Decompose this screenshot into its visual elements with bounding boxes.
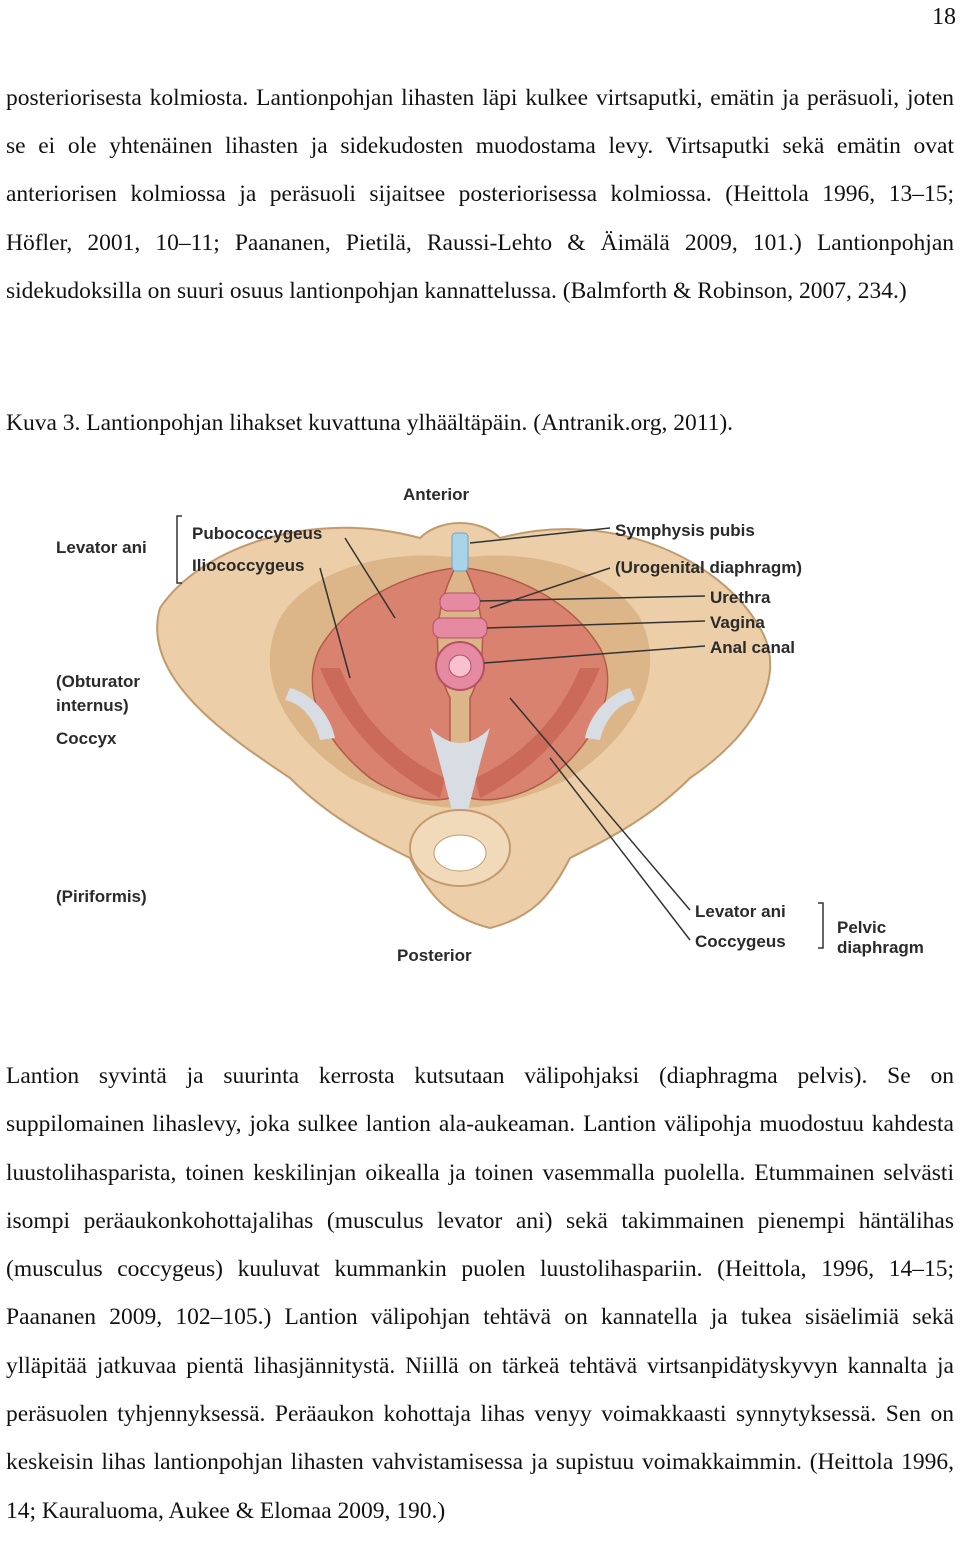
label-piriformis: (Piriformis): [56, 887, 147, 906]
label-pelvic-2: diaphragm: [837, 938, 924, 957]
label-pelvic-1: Pelvic: [837, 918, 887, 937]
figure-caption: Kuva 3. Lantionpohjan lihakset kuvattuna ylhäältäpäin. (Antranik.org, 2011).: [6, 410, 734, 436]
label-urethra: Urethra: [710, 588, 771, 607]
label-pubococcygeus: Pubococcygeus: [192, 524, 323, 543]
sacral-canal: [434, 835, 486, 871]
vagina-orifice: [433, 618, 487, 638]
levator-ani-bracket-left: [177, 516, 182, 583]
label-iliococcygeus: Iliococcygeus: [192, 556, 305, 575]
paragraph-1: posteriorisesta kolmiosta. Lantionpohjan lihasten läpi kulkee virtsaputki, emätin ja peräsuoli, joten se ei ole yhtenäinen lihasten ja sidekudosten muodostama levy. Virtsaputki sekä emätin ovat anteriorisen kolmiossa ja peräsuoli sijaitsee posteriorisessa kolmiossa. (Heittola 1996, 13–15; Höfler, 2001, 10–11; Paananen, Pietilä, Raussi-Lehto & Äimälä 2009, 101.) Lantionpohjan sidekudoksilla on suuri osuus lantionpohjan kannattelussa. (Balmforth & Robinson, 2007, 234.): [6, 85, 954, 304]
label-obturator-2: internus): [56, 696, 129, 715]
pelvic-diaphragm-bracket: [818, 903, 823, 948]
anal-canal-lumen: [449, 655, 471, 677]
symphysis-pubis: [452, 533, 468, 571]
page-number: 18: [932, 4, 956, 30]
urethra-orifice: [440, 593, 480, 611]
label-anal-canal: Anal canal: [710, 638, 796, 657]
label-coccyx: Coccyx: [56, 729, 117, 748]
label-posterior: Posterior: [397, 946, 472, 965]
pelvic-floor-illustration: [50, 478, 960, 978]
label-urogenital-diaphragm: (Urogenital diaphragm): [615, 558, 803, 577]
label-vagina: Vagina: [710, 613, 765, 632]
paragraph-2: Lantion syvintä ja suurinta kerrosta kutsutaan välipohjaksi (diaphragma pelvis). Se on suppilomainen lihaslevy, joka sulkee lantion ala-aukeaman. Lantion välipohja muodostuu kahdesta luustolihasparista, toinen keskilinjan oikealla ja toinen vasemmalla puolella. Etummainen selvästi isompi peräaukonkohottajalihas (musculus levator ani) sekä takimmainen pienempi häntälihas (musculus coccygeus) kuuluvat kummankin puolen luustolihaspariin. (Heittola, 1996, 14–15; Paananen 2009, 102–105.) Lantion välipohjan tehtävä on kannatella ja tukea sisäelimiä sekä ylläpitää jatkuvaa pientä lihasjännitystä. Niillä on tärkeä tehtävä virtsanpidätyskyvyn kannalta ja peräsuolen tyhjennyksessä. Peräaukon kohottaja lihas venyy voimakkaasti synnytyksessä. Sen on keskeisin lihas lantionpohjan lihasten vahvistamisessa ja supistuu voimakkaimmin. (Heittola 1996, 14; Kauraluoma, Aukee & Elomaa 2009, 190.): [6, 1063, 954, 1524]
label-levator-ani-left: Levator ani: [56, 538, 147, 557]
pelvic-floor-figure: [50, 478, 960, 978]
label-coccygeus: Coccygeus: [695, 932, 786, 951]
label-levator-ani-right: Levator ani: [695, 902, 786, 921]
label-symphysis-pubis: Symphysis pubis: [615, 521, 755, 540]
label-obturator-1: (Obturator: [56, 672, 141, 691]
label-anterior: Anterior: [403, 485, 470, 504]
